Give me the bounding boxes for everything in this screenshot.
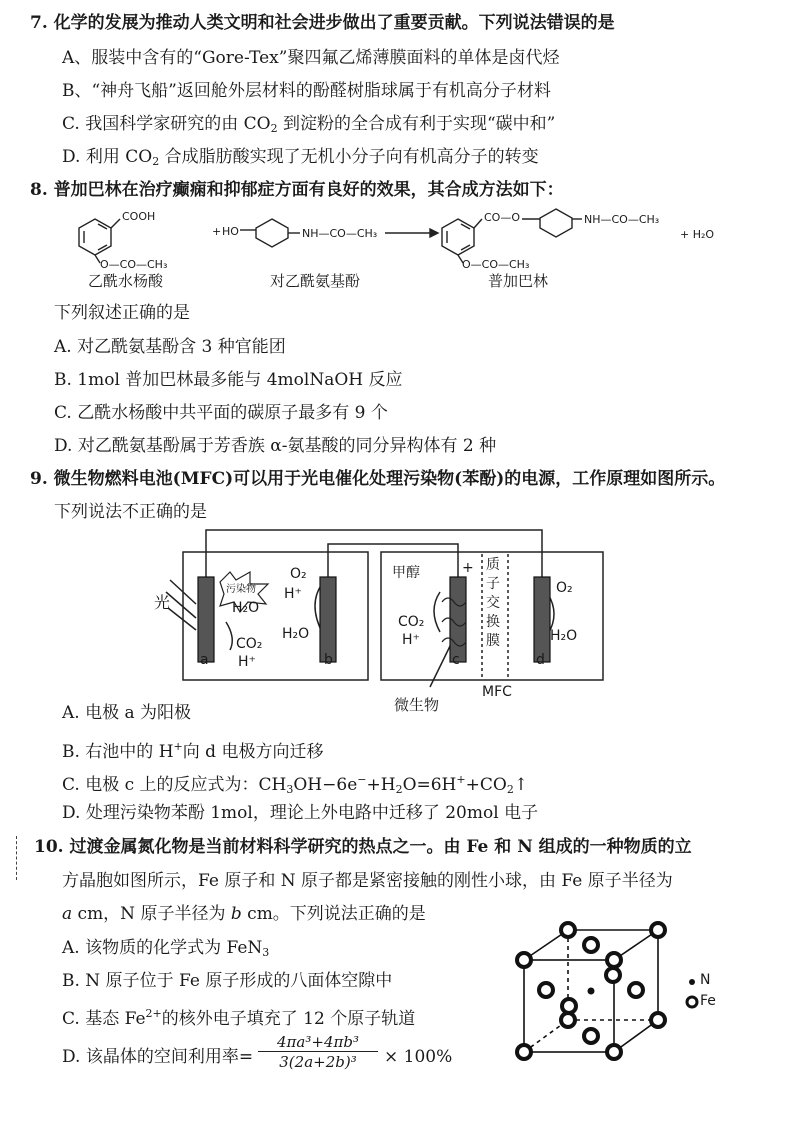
pollutant-label: 污染物 — [226, 584, 256, 595]
methanol-label: 甲醇 — [392, 565, 420, 581]
fe-atom — [517, 1045, 531, 1059]
co2-c: CO₂ — [398, 614, 425, 630]
q7-stem: 7. 化学的发展为推动人类文明和社会进步做出了重要贡献。下列说法错误的是 — [30, 13, 615, 33]
hplus-b: H⁺ — [284, 586, 302, 602]
benzene-ring-3 — [442, 219, 482, 263]
name-acetylsalicylic-acid: 乙酰水杨酸 — [88, 272, 164, 290]
benzene-ring-4 — [522, 209, 582, 237]
fe-atom — [517, 953, 531, 967]
fraction-suffix: × 100% — [384, 1047, 453, 1067]
anode-plus-sign: + — [462, 560, 474, 576]
electrode-a — [198, 577, 214, 662]
q8-option-a: A. 对乙酰氨基酚含 3 种官能团 — [54, 337, 286, 357]
name-product: 普加巴林 — [488, 272, 549, 290]
name-acetaminophen: 对乙酰氨基酚 — [270, 272, 361, 290]
q7-option-b: B、“神舟飞船”返回舱外层材料的酚醛树脂球属于有机高分子材料 — [62, 81, 551, 101]
electrode-b-label: b — [324, 652, 333, 668]
legend-fe-marker — [687, 997, 697, 1007]
ho-group: HO — [222, 225, 239, 238]
plus-sign: + — [212, 225, 222, 238]
q8-lead: 下列叙述正确的是 — [54, 303, 190, 323]
cell-diagram — [0, 522, 794, 722]
fe-atom — [629, 983, 643, 997]
fe-atom — [584, 1029, 598, 1043]
legend-fe-label: Fe — [700, 993, 716, 1009]
q9-option-d: D. 处理污染物苯酚 1mol，理论上外电路中迁移了 20mol 电子 — [62, 803, 539, 823]
cooh-group: COOH — [122, 210, 156, 223]
q10-option-a: A. 该物质的化学式为 FeN$_3$ — [62, 938, 270, 959]
q10-stem-line2: 方晶胞如图所示，Fe 原子和 N 原子都是紧密接触的刚性小球，由 Fe 原子半径为 — [62, 871, 673, 891]
electrode-d-label: d — [536, 652, 545, 668]
q7-option-c: C. 我国科学家研究的由 $CO_2$ 到淀粉的全合成有利于实现“碳中和” — [62, 114, 556, 135]
q10-stem-line1: 10. 过渡金属氮化物是当前材料科学研究的热点之一。由 Fe 和 N 组成的一种物质的立 — [34, 837, 692, 857]
fe-atom — [584, 938, 598, 952]
water-product: + H₂O — [680, 228, 715, 241]
h2o-b: H₂O — [282, 626, 310, 642]
benzene-ring-2 — [240, 219, 300, 247]
fe-atom — [651, 1013, 665, 1027]
q10-stem-line3: a cm，N 原子半径为 b cm。下列说法正确的是 — [62, 904, 426, 924]
q7-option-d: D. 利用 $CO_2$ 合成脂肪酸实现了无机小分子向有机高分子的转变 — [62, 147, 539, 168]
o2-d: O₂ — [556, 580, 573, 596]
q9-stem: 9. 微生物燃料电池(MFC)可以用于光电催化处理污染物(苯酚)的电源，工作原理如图所示。 — [30, 469, 726, 489]
fe-atom — [607, 1045, 621, 1059]
margin-mark — [16, 836, 19, 880]
q8-option-d: D. 对乙酰氨基酚属于芳香族 α-氨基酸的同分异构体有 2 种 — [54, 436, 497, 456]
q9-option-a: A. 电极 a 为阳极 — [62, 703, 192, 723]
membrane-label: 质子交换膜 — [486, 557, 500, 649]
q8-stem: 8. 普加巴林在治疗癫痫和抑郁症方面有良好的效果，其合成方法如下： — [30, 180, 564, 200]
n-atom — [588, 988, 595, 995]
hplus-c: H⁺ — [402, 632, 420, 648]
fraction-denominator: 3(2a+2b)³ — [279, 1053, 357, 1071]
q8-option-b: B. 1mol 普加巴林最多能与 4molNaOH 反应 — [54, 370, 403, 390]
crystal-cell-diagram — [0, 920, 794, 1070]
ester-group-2: O—CO—CH₃ — [462, 258, 530, 271]
q10-option-b: B. N 原子位于 Fe 原子形成的八面体空隙中 — [62, 971, 393, 991]
q10-option-d: D. 该晶体的空间利用率= — [62, 1047, 254, 1067]
q9-option-c: C. 电极 c 上的反应式为：$CH_3OH-6e^-+H_2O=6H^++CO_2↑$ — [62, 773, 529, 796]
fe-atom — [561, 1013, 575, 1027]
fe-atom — [561, 923, 575, 937]
reaction-arrow — [385, 229, 438, 237]
fe-atom — [539, 983, 553, 997]
fe-atom — [562, 999, 576, 1013]
amide-group-1: NH—CO—CH₃ — [302, 227, 378, 240]
q10-option-c: C. 基态 $Fe^{2+}$的核外电子填充了 12 个原子轨道 — [62, 1007, 416, 1029]
q9-option-b: B. 右池中的 H+向 d 电极方向迁移 — [62, 740, 324, 762]
h2o-d: H₂O — [550, 628, 578, 644]
electrode-d — [534, 577, 550, 662]
fe-atom — [651, 923, 665, 937]
legend-n-marker — [689, 979, 695, 985]
ester-group-1: O—CO—CH₃ — [100, 258, 168, 271]
q8-option-c: C. 乙酰水杨酸中共平面的碳原子最多有 9 个 — [54, 403, 388, 423]
benzene-ring-1 — [79, 219, 120, 263]
fraction-numerator: 4πa³+4πb³ — [258, 1033, 378, 1052]
q7-option-a: A、服装中含有的“Gore-Tex”聚四氟乙烯薄膜面料的单体是卤代烃 — [62, 48, 560, 68]
electrode-c-label: c — [452, 652, 460, 668]
amide-group-2: NH—CO—CH₃ — [584, 213, 660, 226]
co2-anode: CO₂ — [236, 636, 263, 652]
h2o-anode: H₂O — [232, 600, 260, 616]
light-label: 光 — [154, 593, 171, 612]
hplus-anode: H⁺ — [238, 654, 256, 670]
electrode-a-label: a — [200, 652, 209, 668]
fe-atom — [607, 953, 621, 967]
microbe-label: 微生物 — [394, 696, 440, 714]
o2-b: O₂ — [290, 566, 307, 582]
legend-n-label: N — [700, 972, 711, 988]
electrode-b — [320, 577, 336, 662]
ester-link: CO—O — [484, 211, 520, 224]
q9-lead: 下列说法不正确的是 — [54, 502, 207, 522]
mfc-label: MFC — [482, 684, 512, 700]
fe-atom — [606, 968, 620, 982]
